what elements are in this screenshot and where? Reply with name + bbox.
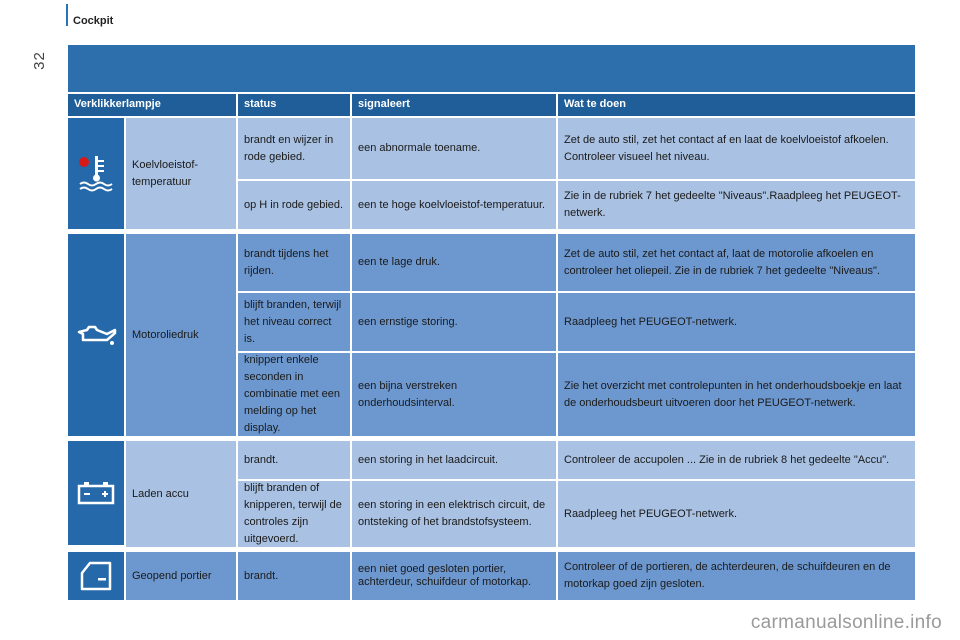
status-cell: brandt.	[238, 552, 352, 600]
status-cell: brandt.	[238, 441, 352, 479]
open-door-icon	[68, 552, 126, 600]
signal-cell: een abnormale toename.	[352, 118, 558, 179]
action-cell: Zie in de rubriek 7 het gedeelte "Niveaus".Raadpleeg het PEUGEOT-netwerk.	[564, 190, 901, 219]
status-cell: brandt tijdens het rijden.	[238, 234, 352, 291]
signal-cell: een ernstige storing.	[352, 293, 558, 351]
lamp-name-oil: Motoroliedruk	[126, 234, 238, 436]
status-cell: knippert enkele seconden in combinatie met een melding op het display.	[238, 353, 352, 436]
signal-cell: een te hoge koelvloeistof-temperatuur.	[352, 181, 558, 229]
action-cell: Raadpleeg het PEUGEOT-netwerk.	[564, 507, 738, 520]
signal-cell: een storing in een elektrisch circuit, de ontsteking of het brandstofsysteem.	[352, 481, 558, 547]
action-cell: Controleer de accupolen ... Zie in de rubriek 8 het gedeelte "Accu".	[564, 453, 890, 466]
table-row	[238, 179, 915, 229]
lamp-name-coolant: Koelvloeistof-temperatuur	[126, 118, 238, 229]
header-signal: signaleert	[352, 94, 558, 116]
group-battery	[68, 441, 915, 547]
table-header	[68, 94, 915, 116]
table-banner	[68, 45, 915, 92]
status-cell: brandt en wijzer in rode gebied.	[238, 118, 352, 179]
signal-cell: een storing in het laadcircuit.	[352, 441, 558, 479]
action-cell: Zet de auto stil, zet het contact af en laat de koelvloeistof afkoelen. Controleer visueel het niveau.	[564, 133, 889, 163]
status-cell: op H in rode gebied.	[238, 181, 352, 229]
group-coolant	[68, 118, 915, 229]
watermark: carmanualsonline.info	[750, 612, 942, 633]
oil-pressure-icon	[68, 234, 126, 436]
table-row	[238, 291, 915, 351]
action-cell: Zie het overzicht met controlepunten in het onderhoudsboekje en laat de onderhoudsbeurt uitvoeren door het PEUGEOT-netwerk.	[564, 379, 902, 409]
table-row	[238, 552, 915, 600]
lamp-name-battery: Laden accu	[126, 441, 238, 547]
coolant-temperature-icon	[68, 118, 126, 229]
section-title: Cockpit	[73, 15, 114, 27]
table-row	[238, 118, 915, 179]
header-status: status	[238, 94, 352, 116]
signal-cell: een bijna verstreken onderhoudsinterval.	[352, 353, 558, 436]
status-cell: blijft branden, terwijl het niveau correct is.	[238, 293, 352, 351]
status-cell: blijft branden of knipperen, terwijl de controles zijn uitgevoerd.	[238, 481, 352, 547]
signal-cell: een niet goed gesloten portier, achterdeur, schuifdeur of motorkap.	[352, 552, 558, 600]
table-row	[238, 351, 915, 436]
header-action: Wat te doen	[564, 98, 626, 110]
action-cell: Controleer of de portieren, de achterdeuren, de schuifdeuren en de motorkap goed zijn gesloten.	[564, 561, 891, 590]
signal-cell: een te lage druk.	[352, 234, 558, 291]
table-row	[238, 441, 915, 479]
header-lamp: Verklikkerlampje	[68, 94, 238, 116]
battery-icon	[68, 441, 126, 545]
page-number: 32	[30, 51, 48, 70]
warning-lamp-table	[68, 45, 915, 596]
lamp-name-door: Geopend portier	[126, 552, 238, 600]
group-door	[68, 552, 915, 600]
side-rule	[66, 4, 68, 26]
group-oil	[68, 234, 915, 436]
action-cell: Raadpleeg het PEUGEOT-netwerk.	[564, 315, 738, 328]
table-row	[238, 234, 915, 291]
action-cell: Zet de auto stil, zet het contact af, laat de motorolie afkoelen en controleer het oliepeil. Zie in de rubriek 7 het gedeelte "Niveaus".	[564, 247, 880, 277]
table-row	[238, 479, 915, 547]
